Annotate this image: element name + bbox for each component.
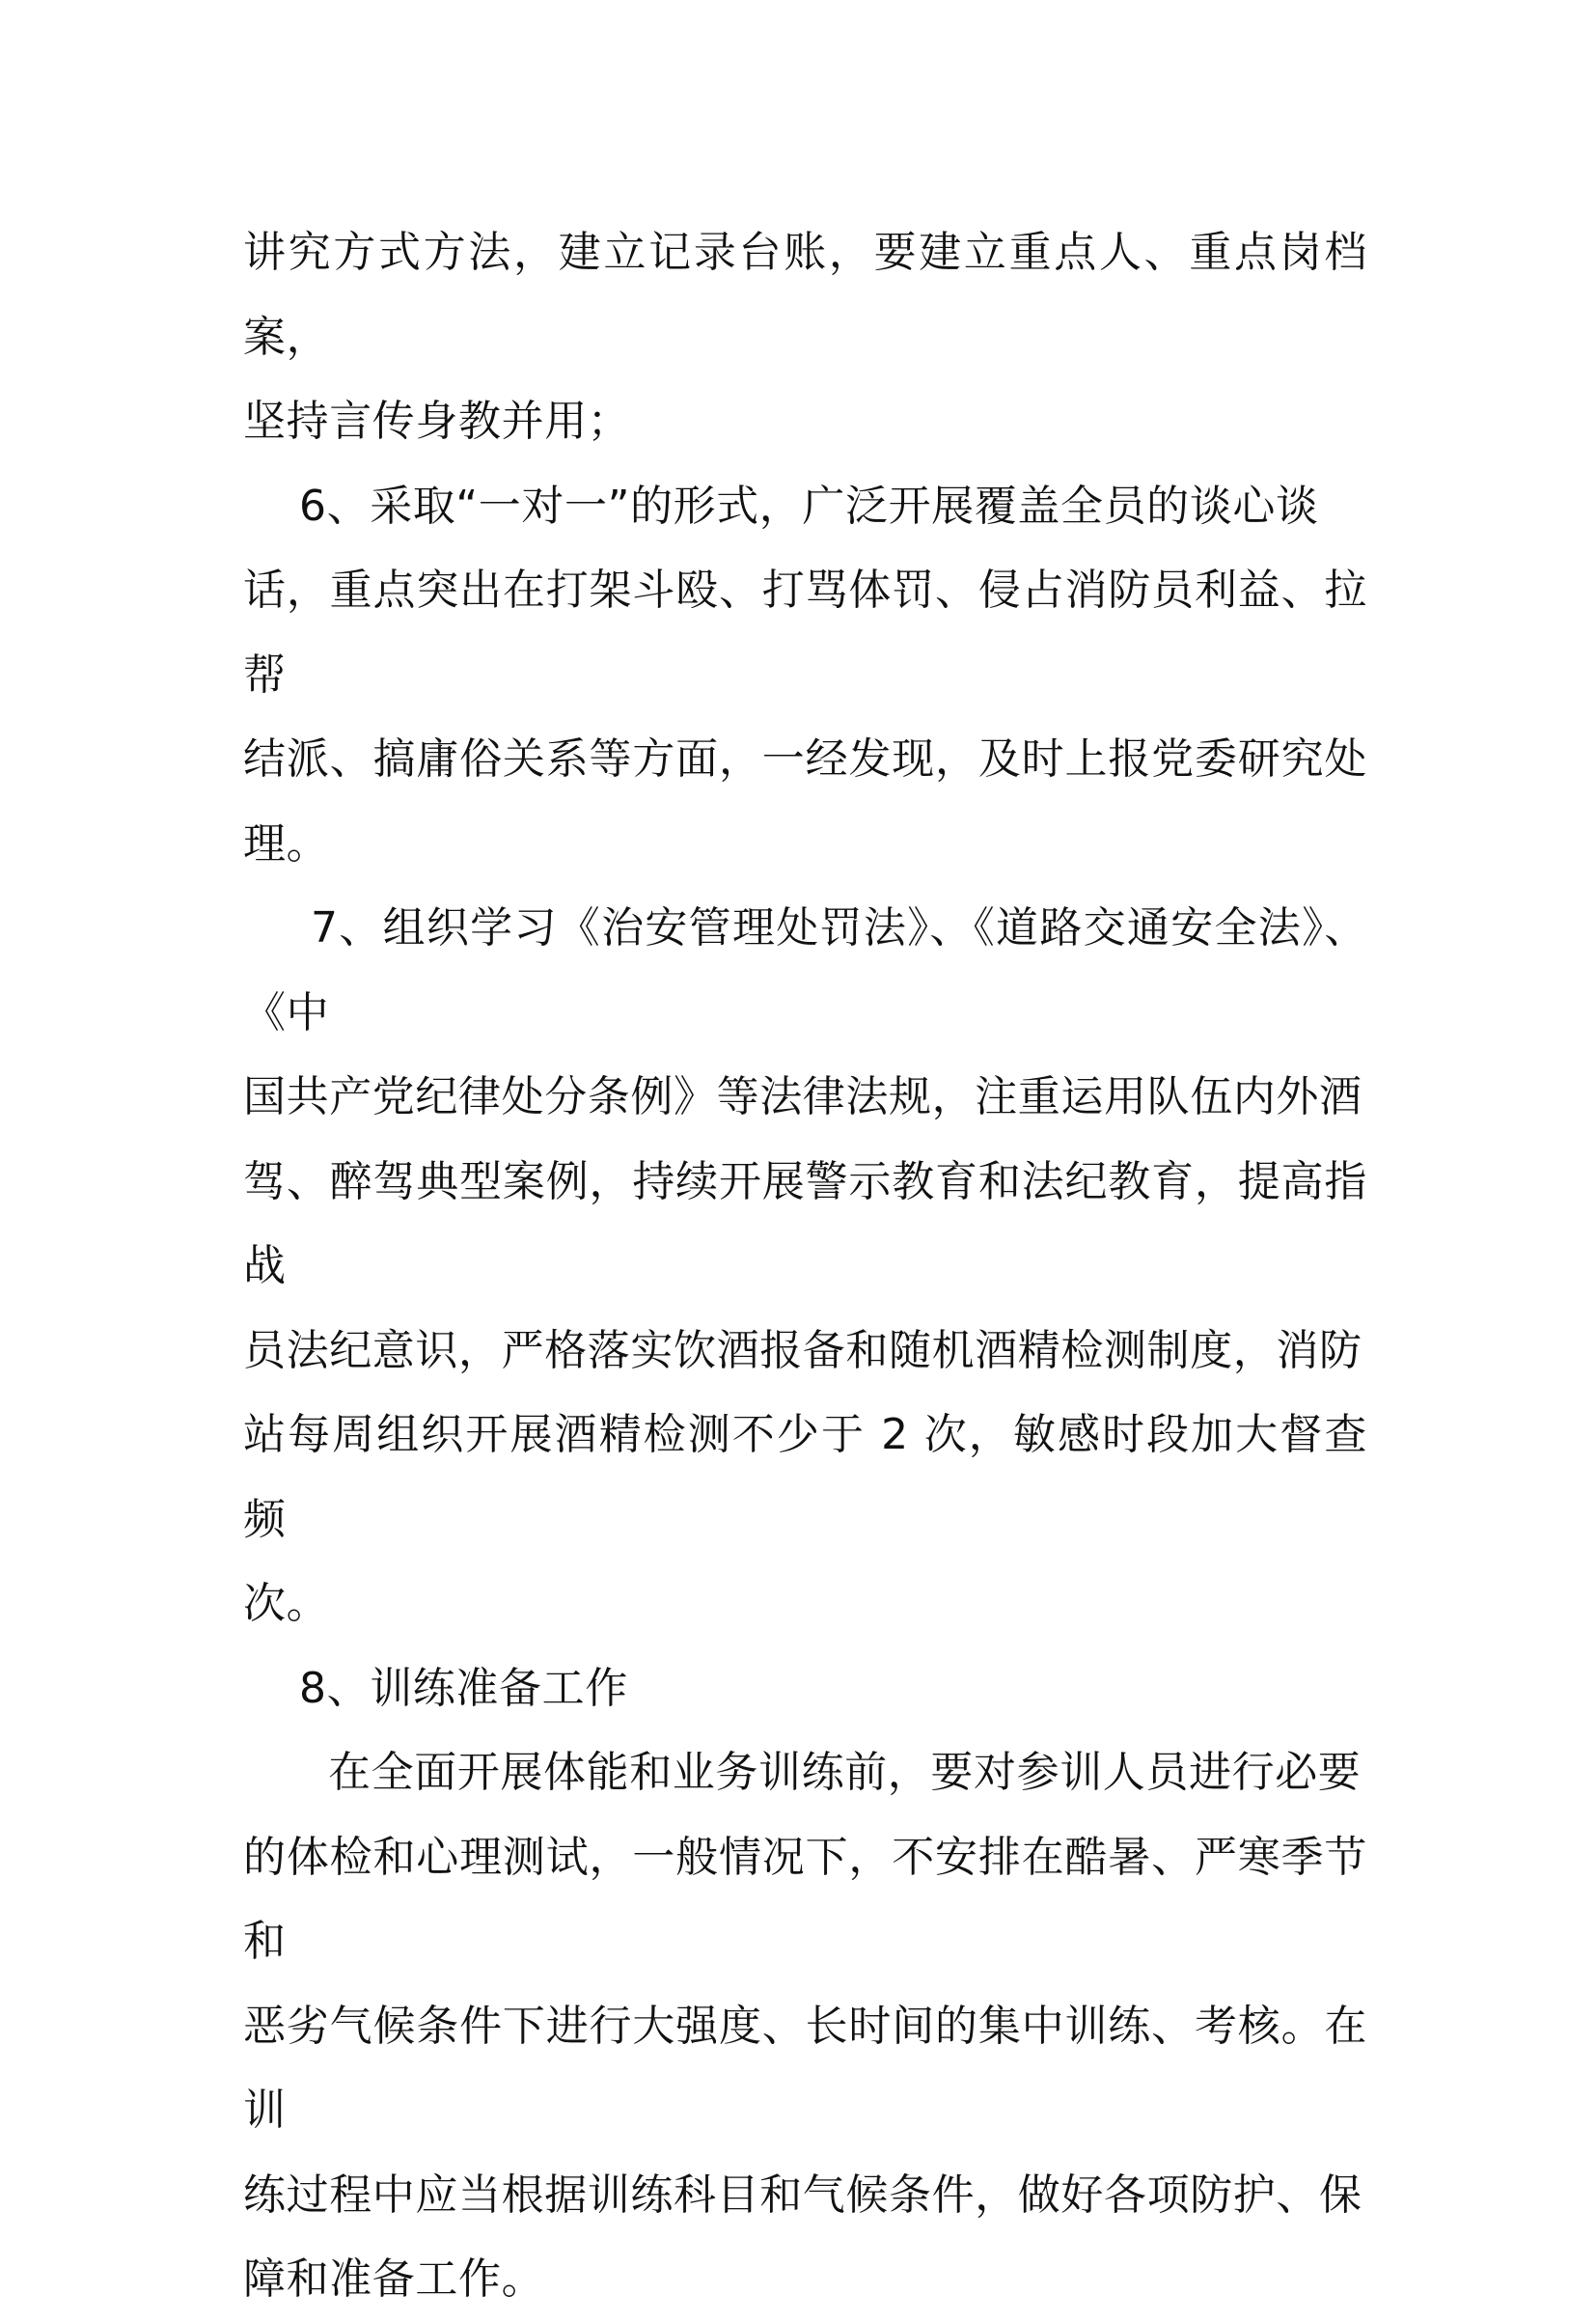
text-line: 障和准备工作。 bbox=[243, 2254, 545, 2304]
text-line: 坚持言传身教并用； bbox=[243, 397, 631, 446]
text-line: 国共产党纪律处分条例》等法律法规，注重运用队伍内外酒 bbox=[243, 1072, 1362, 1121]
text-line: 站每周组织开展酒精检测不少于 2 次，敏感时段加大督查频 bbox=[243, 1410, 1367, 1544]
document-body bbox=[243, 210, 1367, 2322]
text-line: 7、组织学习《治安管理处罚法》、《道路交通安全法》、《中 bbox=[243, 903, 1367, 1037]
text-line: 员法纪意识，严格落实饮酒报备和随机酒精检测制度，消防 bbox=[243, 1325, 1362, 1375]
text-line: 练过程中应当根据训练科目和气候条件，做好各项防护、保 bbox=[243, 2170, 1362, 2220]
text-line: 恶劣气候条件下进行大强度、长时间的集中训练、考核。在训 bbox=[243, 2001, 1367, 2135]
paragraph-training-prep bbox=[243, 1730, 1367, 2322]
section-heading: 8、训练准备工作 bbox=[299, 1663, 628, 1713]
text-line: 驾、醉驾典型案例，持续开展警示教育和法纪教育，提高指战 bbox=[243, 1156, 1367, 1290]
text-line: 话，重点突出在打架斗殴、打骂体罚、侵占消防员利益、拉帮 bbox=[243, 566, 1367, 700]
text-line: 在全面开展体能和业务训练前，要对参训人员进行必要 bbox=[328, 1748, 1362, 1797]
paragraph-item-6 bbox=[243, 464, 1367, 887]
text-line: 次。 bbox=[243, 1579, 330, 1628]
paragraph-item-7 bbox=[243, 886, 1367, 1646]
paragraph-continuation bbox=[243, 210, 1367, 464]
text-line: 6、采取“一对一”的形式，广泛开展覆盖全员的谈心谈 bbox=[299, 481, 1319, 531]
text-line: 结派、搞庸俗关系等方面，一经发现，及时上报党委研究处理。 bbox=[243, 734, 1367, 869]
paragraph-item-8-heading bbox=[243, 1646, 1367, 1731]
text-line: 讲究方式方法，建立记录台账，要建立重点人、重点岗档案， bbox=[243, 228, 1367, 362]
text-line: 的体检和心理测试，一般情况下，不安排在酷暑、严寒季节和 bbox=[243, 1832, 1367, 1966]
